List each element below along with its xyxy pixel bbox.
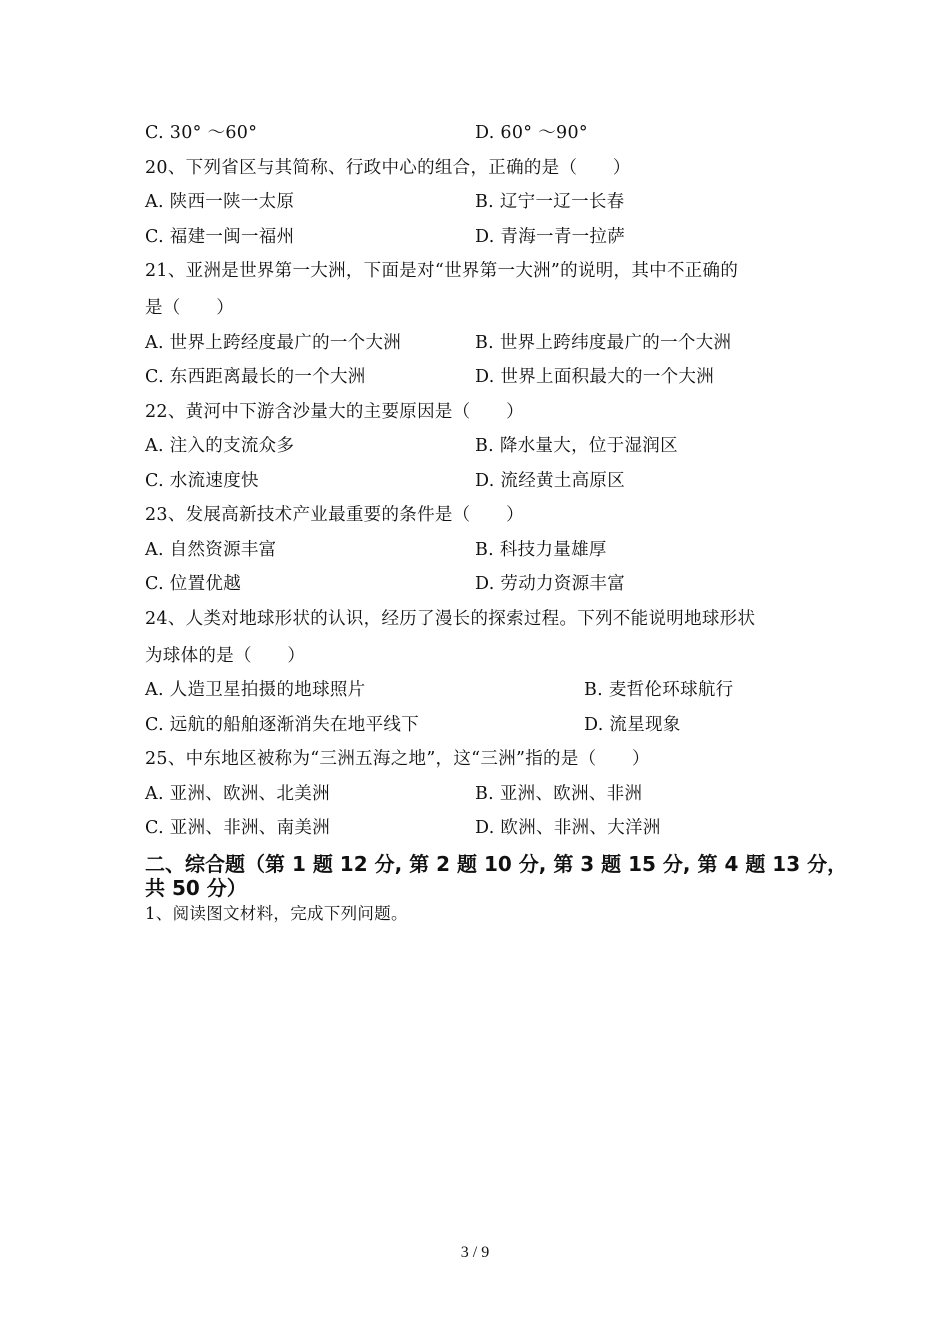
q23-option-a: A. 自然资源丰富 — [145, 540, 277, 560]
q22-stem: 22、黄河中下游含沙量大的主要原因是（ ） — [145, 402, 524, 422]
q22-option-d: D. 流经黄土高原区 — [475, 471, 626, 491]
q21-option-c: C. 东西距离最长的一个大洲 — [145, 367, 366, 387]
q21-option-a: A. 世界上跨经度最广的一个大洲 — [145, 333, 402, 353]
section2-item1: 1、阅读图文材料，完成下列问题。 — [145, 904, 408, 923]
q22-option-a: A. 注入的支流众多 — [145, 436, 295, 456]
page-number: 3 / 9 — [460, 1244, 490, 1261]
q21-stem-line2: 是（ ） — [145, 298, 234, 318]
q25-stem: 25、中东地区被称为“三洲五海之地”，这“三洲”指的是（ ） — [145, 749, 650, 769]
q20-option-d: D. 青海一青一拉萨 — [475, 227, 626, 247]
q20-option-c: C. 福建一闽一福州 — [145, 227, 295, 247]
q21-option-b: B. 世界上跨纬度最广的一个大洲 — [475, 333, 732, 353]
q24-option-b: B. 麦哲伦环球航行 — [584, 680, 734, 700]
q25-option-c: C. 亚洲、非洲、南美洲 — [145, 818, 330, 838]
q24-option-c: C. 远航的船舶逐渐消失在地平线下 — [145, 715, 419, 735]
q23-option-b: B. 科技力量雄厚 — [475, 540, 607, 560]
q25-option-a: A. 亚洲、欧洲、北美洲 — [145, 784, 330, 804]
q19-option-c: C. 30° ～60° — [145, 123, 258, 143]
q21-option-d: D. 世界上面积最大的一个大洲 — [475, 367, 715, 387]
section-heading-line1: 二、综合题（第 1 题 12 分, 第 2 题 10 分, 第 3 题 15 分, 第 4 题 13 分， — [145, 852, 848, 876]
q24-option-d: D. 流星现象 — [584, 715, 681, 735]
q24-stem-line2: 为球体的是（ ） — [145, 646, 306, 666]
q24-stem-line1: 24、人类对地球形状的认识，经历了漫长的探索过程。下列不能说明地球形状 — [145, 609, 756, 629]
q23-option-c: C. 位置优越 — [145, 574, 241, 594]
q19-option-d: D. 60° ～90° — [475, 123, 588, 143]
q24-option-a: A. 人造卫星拍摄的地球照片 — [145, 680, 366, 700]
q21-stem-line1: 21、亚洲是世界第一大洲，下面是对“世界第一大洲”的说明，其中不正确的 — [145, 261, 739, 281]
q25-option-b: B. 亚洲、欧洲、非洲 — [475, 784, 643, 804]
q20-stem: 20、下列省区与其简称、行政中心的组合，正确的是（ ） — [145, 158, 631, 178]
q23-option-d: D. 劳动力资源丰富 — [475, 574, 626, 594]
q20-option-a: A. 陕西一陕一太原 — [145, 192, 295, 212]
q25-option-d: D. 欧洲、非洲、大洋洲 — [475, 818, 661, 838]
q23-stem: 23、发展高新技术产业最重要的条件是（ ） — [145, 505, 524, 525]
q22-option-b: B. 降水量大，位于湿润区 — [475, 436, 678, 456]
q22-option-c: C. 水流速度快 — [145, 471, 259, 491]
q20-option-b: B. 辽宁一辽一长春 — [475, 192, 625, 212]
section-heading-line2: 共 50 分） — [145, 876, 247, 900]
